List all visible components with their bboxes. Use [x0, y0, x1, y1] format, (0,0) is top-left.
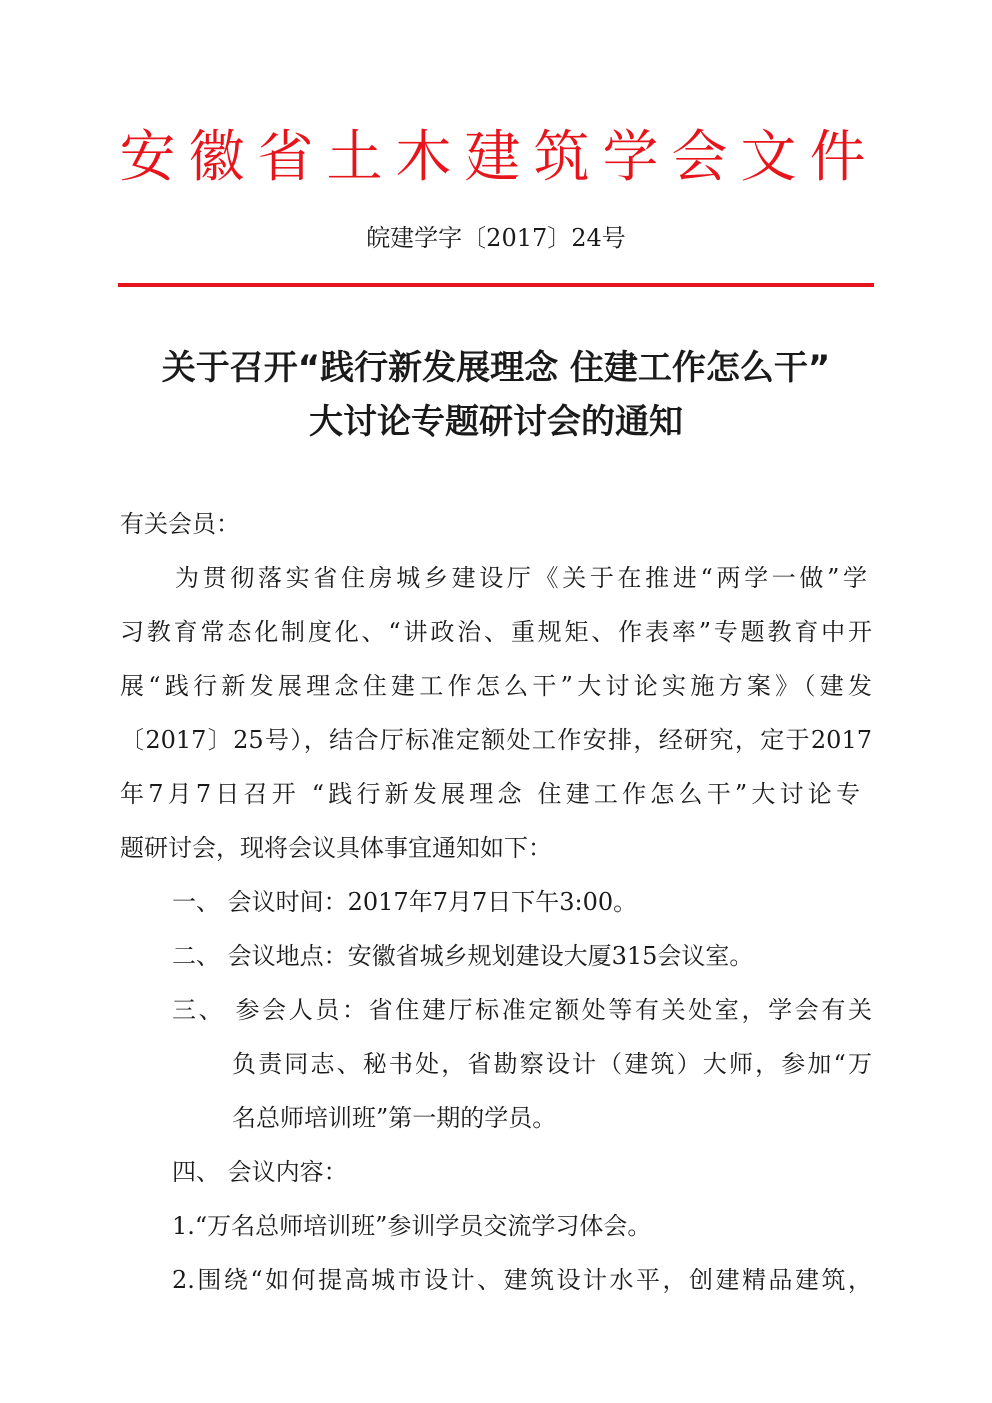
item-attendees-line-1: 三、 参会人员：省住建厅标准定额处等有关处室，学会有关 [172, 996, 872, 1024]
item-content-heading: 四、 会议内容： [172, 1158, 348, 1186]
intro-line-5: 年7月7日召开 “践行新发展理念 住建工作怎么干”大讨论专 [120, 780, 860, 808]
salutation: 有关会员： [120, 510, 240, 538]
intro-line-1: 为贯彻落实省住房城乡建设厅《关于在推进“两学一做”学 [175, 564, 867, 592]
document-number: 皖建学字〔2017〕24号 [366, 224, 626, 252]
header-divider [118, 283, 874, 287]
item-attendees-line-3: 名总师培训班”第一期的学员。 [232, 1104, 557, 1132]
intro-line-3: 展“践行新发展理念住建工作怎么干”大讨论实施方案》（建发 [120, 672, 872, 700]
item-meeting-place: 二、 会议地点：安徽省城乡规划建设大厦315会议室。 [172, 942, 754, 970]
content-item-2: 2.围绕“如何提高城市设计、建筑设计水平，创建精品建筑， [172, 1266, 872, 1294]
intro-line-2: 习教育常态化制度化、“讲政治、重规矩、作表率”专题教育中开 [120, 618, 872, 646]
notice-title-line-2: 大讨论专题研讨会的通知 [309, 402, 683, 442]
notice-title-line-1: 关于召开“践行新发展理念 住建工作怎么干” [161, 348, 831, 388]
intro-line-6: 题研讨会，现将会议具体事宜通知如下： [120, 834, 552, 862]
org-header-title: 安徽省土木建筑学会文件 [119, 125, 879, 190]
item-meeting-time: 一、 会议时间：2017年7月7日下午3:00。 [172, 888, 638, 916]
intro-line-4: 〔2017〕25号），结合厅标准定额处工作安排，经研究，定于2017 [120, 726, 872, 754]
item-attendees-line-2: 负责同志、秘书处，省勘察设计（建筑）大师，参加“万 [232, 1050, 872, 1078]
content-item-1: 1.“万名总师培训班”参训学员交流学习体会。 [172, 1212, 652, 1240]
